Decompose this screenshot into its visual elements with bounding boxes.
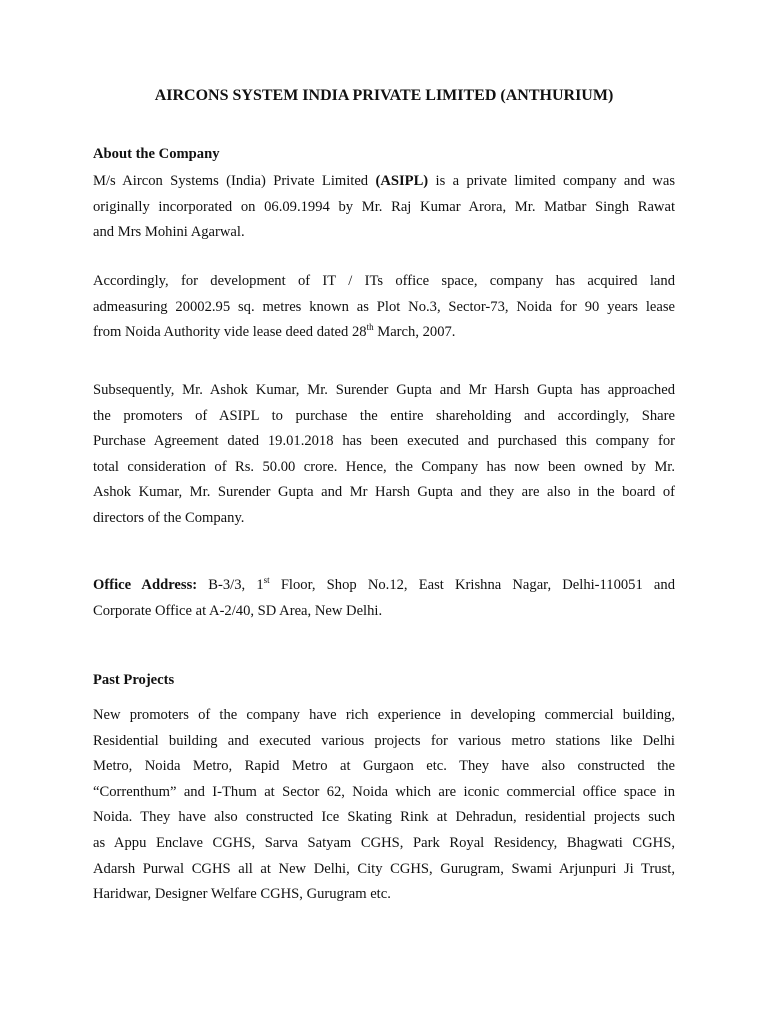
address-paragraph	[93, 573, 675, 624]
development-line-1: Accordingly, for development of IT / ITs office space, company has acquired land	[93, 273, 675, 289]
about-line-2: originally incorporated on 06.09.1994 by Mr. Raj Kumar Arora, Mr. Matbar Singh Rawat	[93, 198, 675, 215]
development-line-2: admeasuring 20002.95 sq. metres known as Plot No.3, Sector-73, Noida for 90 years lease	[93, 298, 675, 315]
past-projects-heading: Past Projects	[93, 672, 175, 688]
document-title: AIRCONS SYSTEM INDIA PRIVATE LIMITED (ANTHURIUM)	[154, 87, 614, 104]
about-heading: About the Company	[93, 146, 220, 162]
development-paragraph	[93, 269, 675, 346]
projects-line-5: Noida. They have also constructed Ice Skating Rink at Dehradun, residential projects such	[93, 809, 675, 826]
ownership-line-5: Ashok Kumar, Mr. Surender Gupta and Mr Harsh Gupta and they are also in the board of	[93, 484, 675, 501]
development-line-3: from Noida Authority vide lease deed dated 28th March, 2007.	[93, 322, 456, 341]
ownership-line-6: directors of the Company.	[93, 509, 245, 526]
about-paragraph	[93, 169, 675, 246]
projects-line-1: New promoters of the company have rich experience in developing commercial building,	[93, 707, 675, 723]
past-projects-paragraph	[93, 703, 675, 908]
ownership-line-3: Purchase Agreement dated 19.01.2018 has been executed and purchased this company for	[93, 433, 675, 450]
address-line-1: Office Address: B-3/3, 1st Floor, Shop No.12, East Krishna Nagar, Delhi-110051 and	[93, 575, 676, 593]
address-line-2: Corporate Office at A-2/40, SD Area, New Delhi.	[93, 602, 383, 619]
ownership-line-2: the promoters of ASIPL to purchase the entire shareholding and accordingly, Share	[93, 407, 675, 424]
projects-line-8: Haridwar, Designer Welfare CGHS, Gurugram etc.	[93, 886, 391, 903]
asipl-abbrev: (ASIPL)	[375, 173, 429, 189]
projects-line-3: Metro, Noida Metro, Rapid Metro at Gurgaon etc. They have also constructed the	[93, 758, 675, 775]
projects-line-6: as Appu Enclave CGHS, Sarva Satyam CGHS, Park Royal Residency, Bhagwati CGHS,	[93, 834, 675, 851]
ownership-line-1: Subsequently, Mr. Ashok Kumar, Mr. Surender Gupta and Mr Harsh Gupta has approached	[93, 382, 675, 398]
ownership-paragraph	[93, 378, 675, 532]
address-label: Office Address:	[93, 577, 198, 593]
projects-line-7: Adarsh Purwal CGHS all at New Delhi, City CGHS, Gurugram, Swami Arjunpuri Ji Trust,	[93, 860, 675, 877]
about-line-1: M/s Aircon Systems (India) Private Limited (ASIPL) is a private limited company and was	[93, 173, 675, 189]
ownership-line-4: total consideration of Rs. 50.00 crore. Hence, the Company has now been owned by Mr.	[93, 458, 675, 475]
projects-line-4: “Correnthum” and I-Thum at Sector 62, Noida which are iconic commercial office space in	[93, 783, 675, 800]
about-line-3: and Mrs Mohini Agarwal.	[93, 224, 245, 241]
projects-line-2: Residential building and executed various projects for various metro stations like Delhi	[93, 732, 675, 749]
